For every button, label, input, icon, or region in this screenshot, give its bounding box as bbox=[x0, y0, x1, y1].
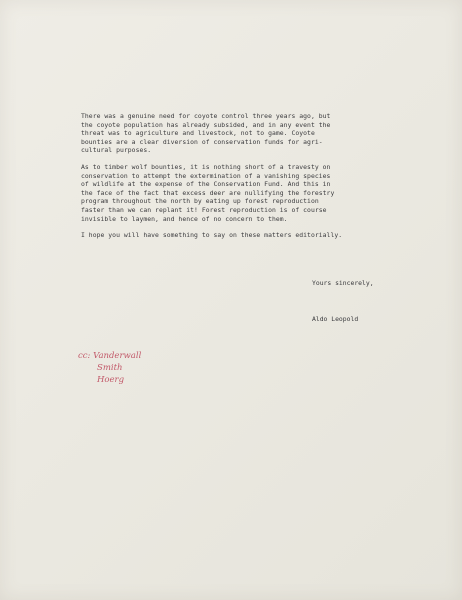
text-line: I hope you will have something to say on these matters editorially. bbox=[81, 231, 343, 240]
handwritten-cc-notes bbox=[78, 350, 141, 386]
text-line: the face of the fact that excess deer are nullifying the forestry bbox=[81, 188, 335, 197]
text-line: bounties are a clear diversion of conservation funds for agri- bbox=[81, 137, 323, 146]
text-line: There was a genuine need for coyote control three years ago, but bbox=[81, 112, 331, 120]
paragraph-3 bbox=[81, 231, 393, 240]
signature-name: Aldo Leopold bbox=[312, 315, 359, 323]
paragraph-2 bbox=[81, 163, 393, 223]
text-line: program throughout the north by eating up forest reproduction bbox=[81, 197, 319, 206]
cc-line: Hoerg bbox=[97, 375, 125, 385]
cc-line: Smith bbox=[97, 363, 123, 373]
text-line: invisible to laymen, and hence of no concern to them. bbox=[81, 214, 288, 223]
paragraph-1 bbox=[81, 112, 393, 155]
letter-body bbox=[81, 112, 393, 248]
text-line: cultural purposes. bbox=[81, 146, 152, 155]
text-line: threat was to agriculture and livestock, not to game. Coyote bbox=[81, 129, 315, 138]
text-line: of wildlife at the expense of the Conservation Fund. And this in bbox=[81, 180, 331, 189]
cc-line: cc: Vanderwall bbox=[78, 351, 142, 361]
text-line: the coyote population has already subsided, and in any event the bbox=[81, 120, 331, 129]
text-line: conservation to attempt the extermination of a vanishing species bbox=[81, 171, 331, 180]
text-line: faster than we can replant it! Forest reproduction is of course bbox=[81, 205, 327, 214]
text-line: As to timber wolf bounties, it is nothing short of a travesty on bbox=[81, 162, 331, 171]
closing-salutation: Yours sincerely, bbox=[312, 279, 374, 287]
